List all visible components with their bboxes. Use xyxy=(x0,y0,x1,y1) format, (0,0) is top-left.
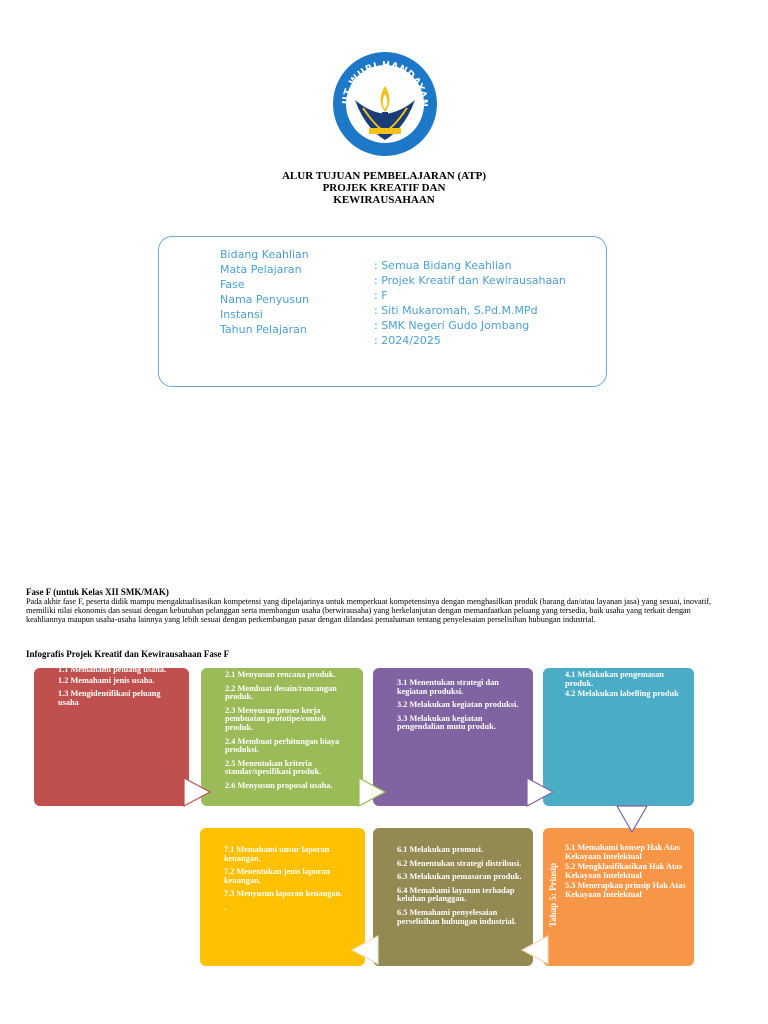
document-title-line-1: ALUR TUJUAN PEMBELAJARAN (ATP) xyxy=(281,170,486,182)
stage-2-item: 2.2 Membuat desain/rancangan produk. xyxy=(225,683,337,702)
stage-6-item: 6.2 Menentukan strategi distribusi. xyxy=(397,858,522,868)
stage-2-item: 2.1 Menyusun rencana produk. xyxy=(225,670,336,679)
value-tahun-pelajaran: : 2024/2025 xyxy=(374,334,441,347)
arrow-right-icon xyxy=(182,777,212,807)
identity-values xyxy=(374,258,566,348)
tut-wuri-handayani-logo xyxy=(331,50,439,158)
stage-1-item: 1.1 Memahami peluang usaha. xyxy=(58,665,167,674)
label-mata-pelajaran: Mata Pelajaran xyxy=(220,263,302,276)
stage-3-card xyxy=(373,668,533,806)
stage-1-card xyxy=(34,665,189,806)
stage-7-item: 7.1 Memahami unsur laporan keuangan. xyxy=(224,845,330,863)
arrow-right-icon xyxy=(525,777,555,807)
stage-7-card xyxy=(200,828,365,966)
arrow-left-icon xyxy=(350,934,380,966)
stage-6-item: 6.4 Memahami layanan terhadap keluhan pelanggan. xyxy=(397,885,515,904)
stage-3-item: 3.1 Menentukan strategi dan kegiatan produksi. xyxy=(397,678,499,696)
arrow-left-icon xyxy=(520,934,550,966)
stage-1-item: 1.3 Mengidentifikasi peluang usaha xyxy=(58,689,161,707)
document-title-line-3: KEWIRAUSAHAAN xyxy=(333,194,435,206)
value-instansi: : SMK Negeri Gudo Jombang xyxy=(374,319,530,332)
label-bidang-keahlian: Bidang Keahlian xyxy=(220,248,309,261)
identity-labels xyxy=(220,247,309,337)
stage-5-item: 5.2 Mengklasifikasikan Hak Atas Kekayaan Intelektual xyxy=(565,862,683,880)
stage-1-item: 1.2 Memahami jenis usaha. xyxy=(58,675,155,685)
stage-6-card xyxy=(373,828,533,966)
stage-2-item: 2.6 Menyusun proposal usaha. xyxy=(225,780,333,790)
arrow-down-icon xyxy=(616,804,648,834)
label-instansi: Instansi xyxy=(220,308,263,321)
stage-4-item: 4.1 Melakukan pengemasan produk. xyxy=(565,670,664,688)
document-title-line-2: PROJEK KREATIF DAN xyxy=(322,182,446,194)
stage-5-item: 5.3 Menerapkan prinsip Hak Atas Kekayaan Intelektual xyxy=(565,881,686,899)
label-fase: Fase xyxy=(220,278,245,291)
value-nama-penyusun: : Siti Mukaromah, S.Pd.M.MPd xyxy=(374,304,538,317)
stage-6-item: 6.1 Melakukan promosi. xyxy=(397,845,484,854)
stage-4-card xyxy=(543,668,694,806)
stage-4-item: 4.2 Melakukan labelling produk xyxy=(565,689,679,699)
infografis-heading: Infografis Projek Kreatif dan Kewirausahaan Fase F xyxy=(26,649,230,659)
stage-5-item: 5.1 Memahami konsep Hak Atas Kekayaan Intelektual xyxy=(565,843,681,861)
fase-paragraph: Pada akhir fase F, peserta didik mampu mengaktualisasikan kompetensi yang dipelajarinya untuk memperkuat kompetensinya dengan menghasilkan produk (barang dan/atau layanan jasa) yang sesuai, inovatif, memiliki nilai ekonomis dan sesuai dengan kebutuhan pelanggan serta membangun usaha (berwirausaha) yang berkelanjutan dengan memanfaatkan peluang yang tersedia, baik usaha yang terkait dengan keahliannya maupun usaha-usaha lainnya yang lebih sesuai dengan perkembangan pasar dengan dilandasi pemahaman tentang penyelesaian perselisihan hubungan industrial. xyxy=(26,597,712,625)
stage-7-item: . xyxy=(224,902,227,912)
arrow-right-icon xyxy=(357,777,387,807)
stage-2-item: 2.4 Membuat perhitungan biaya produksi. xyxy=(225,736,340,755)
stage-3-item: 3.2 Melakukan kegiatan produksi. xyxy=(397,700,519,710)
value-fase: : F xyxy=(374,289,388,302)
value-bidang-keahlian: : Semua Bidang Keahlian xyxy=(374,259,512,272)
stage-5-card xyxy=(543,828,694,966)
stage-2-card xyxy=(201,668,363,806)
stage-7-item: 7.2 Menentukan jenis laporan keuangan. xyxy=(224,867,331,885)
value-mata-pelajaran: : Projek Kreatif dan Kewirausahaan xyxy=(374,274,566,287)
svg-text:TUT WURI HANDAYANI: UT WURI HANDAYAN xyxy=(340,59,430,108)
stage-5-vertical-label: Tahap 5: Prinsip xyxy=(548,862,558,928)
stage-6-item: 6.3 Melakukan pemasaran produk. xyxy=(397,872,522,882)
stage-6-item: 6.5 Memahami penyelesaian perselisihan hubungan industrial. xyxy=(397,907,517,926)
fase-heading: Fase F (untuk Kelas XII SMK/MAK) xyxy=(26,587,169,597)
stage-7-item: 7.3 Menyusun laporan keuangan. xyxy=(224,889,343,899)
stage-2-item: 2.3 Menyusun proses kerja pembuatan prototipe/contoh produk. xyxy=(225,705,327,732)
label-tahun-pelajaran: Tahun Pelajaran xyxy=(220,323,307,336)
stage-2-item: 2.5 Menentukan kriteria standar/spesifikasi produk. xyxy=(225,758,322,777)
stage-3-item: 3.3 Melakukan kegiatan pengendalian mutu produk. xyxy=(397,713,496,732)
label-nama-penyusun: Nama Penyusun xyxy=(220,293,310,306)
